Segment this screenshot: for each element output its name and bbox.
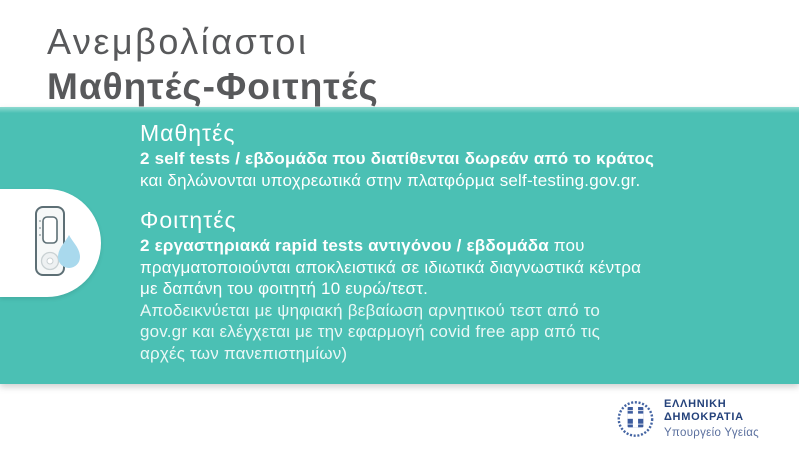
pupils-line2: και δηλώνονται υποχρεωτικά στην πλατφόρμα self-testing.gov.gr.	[140, 170, 641, 190]
org-unit: Υπουργείο Υγείας	[663, 427, 759, 439]
university-heading: Φοιτητές	[140, 207, 237, 233]
org-name: ΕΛΛΗΝΙΚΗ ΔΗΜΟΚΡΑΤΙΑ	[663, 398, 744, 423]
page-title	[47, 20, 379, 109]
university-line3: με δαπάνη του φοιτητή 10 ευρώ/τεστ.	[140, 279, 429, 298]
page-title-line1: Ανεμβολίαστοι	[47, 21, 309, 62]
banner-content	[140, 119, 740, 364]
government-logo	[616, 397, 799, 441]
info-banner	[0, 107, 799, 384]
university-line1-regular: που	[548, 236, 585, 255]
greek-coat-of-arms-icon	[616, 397, 655, 441]
page-title-line2: Μαθητές-Φοιτητές	[47, 66, 379, 107]
university-line2: πραγματοποιούνται αποκλειστικά σε ιδιωτικά διαγνωστικά κέντρα	[140, 257, 642, 277]
government-logo-text	[664, 398, 799, 440]
university-note-line2: gov.gr και ελέγχεται με την εφαρμογή covid free app από τις	[140, 322, 601, 341]
test-kit-badge	[0, 189, 101, 297]
university-line1	[140, 235, 740, 257]
university-line1-bold: 2 εργαστηριακά rapid tests αντιγόνου / εβδομάδα	[140, 236, 549, 255]
pupils-heading: Μαθητές	[140, 120, 236, 146]
university-note-line3: αρχές των πανεπιστημίων)	[140, 343, 348, 363]
rapid-test-icon	[30, 201, 90, 286]
pupils-line1: 2 self tests / εβδομάδα που διατίθενται δωρεάν από το κράτος	[140, 149, 655, 168]
university-note-line1: Αποδεικνύεται με ψηφιακή βεβαίωση αρνητικού τεστ από το	[140, 300, 601, 320]
